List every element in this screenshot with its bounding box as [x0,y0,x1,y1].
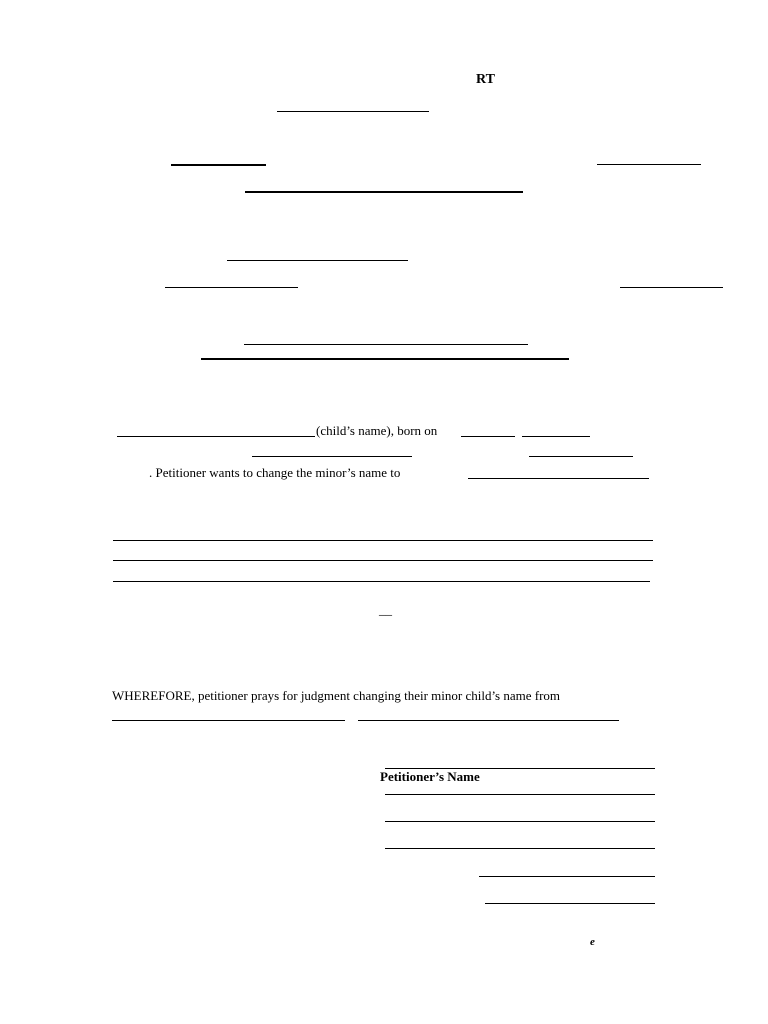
petitioner-name-label: Petitioner’s Name [380,769,480,784]
in-re-blank[interactable] [245,191,523,193]
petitioner-name-blank[interactable] [171,164,266,166]
blank-row-2-left[interactable] [252,456,412,457]
petitioner-wants-text: . Petitioner wants to change the minor’s name to [149,465,401,480]
address-line-1[interactable] [385,794,655,795]
title-blank[interactable] [244,344,528,345]
birth-place-blank[interactable] [522,436,590,437]
child-name-blank[interactable] [117,436,315,437]
address-line-3[interactable] [385,848,655,849]
address-line-2[interactable] [385,821,655,822]
date-line[interactable] [485,903,655,904]
blank-row-2-right[interactable] [529,456,633,457]
county-blank[interactable] [277,111,429,112]
reason-line-2[interactable] [113,560,653,561]
court-heading: RT [476,72,495,87]
old-name-blank[interactable] [112,720,345,721]
case-blank-2[interactable] [620,287,723,288]
new-name-blank-2[interactable] [358,720,619,721]
case-number-blank[interactable] [597,164,701,165]
minor-name-blank[interactable] [227,260,408,261]
petitioner-blank-2[interactable] [165,287,298,288]
wherefore-text: WHEREFORE, petitioner prays for judgment changing their minor child’s name from [112,688,561,703]
title-blank-2[interactable] [201,358,569,360]
dash-mark: __ [379,602,392,617]
reason-line-3[interactable] [113,581,650,582]
birth-date-blank[interactable] [461,436,515,437]
new-name-blank[interactable] [468,478,649,479]
child-name-label: (child’s name), born on [316,423,438,438]
reason-line-1[interactable] [113,540,653,541]
phone-line[interactable] [479,876,655,877]
footer-mark: e [590,936,595,948]
